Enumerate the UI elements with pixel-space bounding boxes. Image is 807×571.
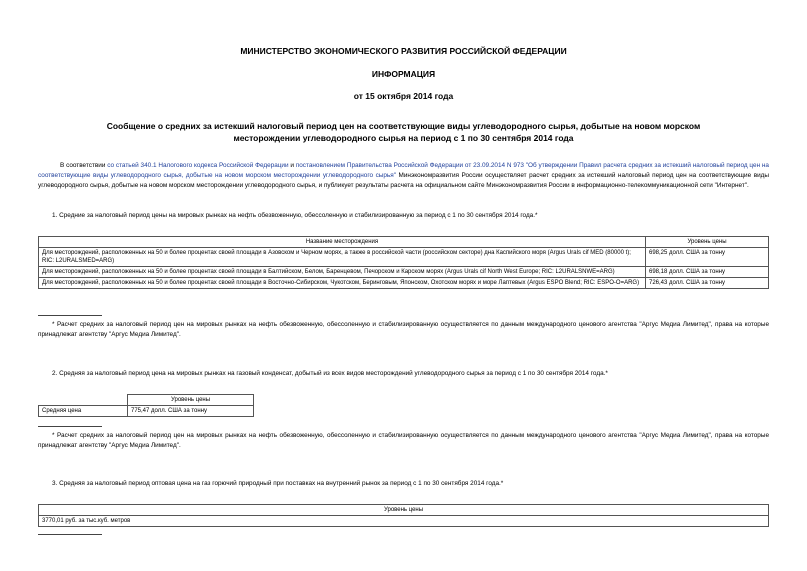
footnote-divider bbox=[38, 534, 102, 535]
document-date: от 15 октября 2014 года bbox=[353, 91, 454, 101]
section2-heading-text: 2. Средняя за налоговый период цена на мировых рынках на газовый конденсат, добытый из всех видов месторождений углеводородного сырья за период с 1 по 30 сентября 2014 года.* bbox=[52, 370, 608, 377]
table-row bbox=[39, 267, 769, 278]
intro-suffix: Минэкономразвития России осуществляет расчет средних за истекший налоговый период цен на соответствующие виды углеводородного сырья, добытые на новом морском месторождении углеводородного сырья, и публикует результаты расчета на официальном сайте Минэкономразвития России в информационно-телекоммуникационной сети "Интернет". bbox=[38, 172, 769, 189]
column-header-price: Уровень цены bbox=[646, 237, 769, 248]
condensate-price-table bbox=[38, 394, 254, 417]
section1-footnote-text: * Расчет средних за налоговый период цен на мировых рынках на нефть обезвоженную, обессоленную и стабилизированную осуществляется по данным международного ценового агентства "Аргус Медиа Лимитед", права на которые принадлежат агентству "Аргус Медиа Лимитед". bbox=[38, 321, 769, 338]
section2-heading bbox=[38, 370, 608, 377]
price-cell: 698,25 долл. США за тонну bbox=[646, 248, 769, 267]
footnote-divider bbox=[38, 426, 102, 427]
table-row bbox=[39, 248, 769, 267]
field-name-cell: Для месторождений, расположенных на 50 и более процентах своей площади в Балтийском, Белом, Баренцевом, Печорском и Карском морях (Argus Urals cif North West Europe; RIC: L2URALSNWE=ARG) bbox=[39, 267, 646, 278]
column-header-price: Уровень цены bbox=[39, 505, 769, 516]
ministry-heading: МИНИСТЕРСТВО ЭКОНОМИЧЕСКОГО РАЗВИТИЯ РОССИЙСКОЙ ФЕДЕРАЦИИ bbox=[240, 46, 567, 56]
section1-heading-text: 1. Средние за налоговый период цены на мировых рынках на нефть обезвоженную, обессоленную и стабилизированную за период с 1 по 30 сентября 2014 года.* bbox=[52, 212, 538, 219]
resolution-link[interactable]: постановлением Правительства Российской Федерации от 23.09.2014 N 973 "Об утверждении Правил расчета средних за истекший налоговый период цен на соответствующие виды углеводородного сырья, добытые на новом морском месторождении углеводородного сырья" bbox=[38, 162, 769, 179]
table-header-row bbox=[39, 395, 254, 406]
field-name-cell: Для месторождений, расположенных на 50 и более процентах своей площади в Восточно-Сибирском, Чукотском, Беринговым, Японском, Охотском морях и море Лаптевых (Argus ESPO Blend; RIC: ESPO-O=ARG) bbox=[39, 278, 646, 289]
intro-mid: и bbox=[288, 162, 296, 169]
document-title: Сообщение о средних за истекший налоговый период цен на соответствующие виды углеводородного сырья, добытые на новом морском месторождении углеводородного сырья на период с 1 по 30 сентября 2014 года bbox=[106, 121, 701, 143]
table-header-row bbox=[39, 237, 769, 248]
price-cell: 3770,01 руб. за тыс.куб. метров bbox=[39, 516, 769, 527]
table-row bbox=[39, 406, 254, 417]
price-cell: 698,18 долл. США за тонну bbox=[646, 267, 769, 278]
section1-footnote bbox=[38, 320, 769, 340]
section3-heading-text: 3. Средняя за налоговый период оптовая цена на газ горючий природный при поставках на внутренний рынок за период с 1 по 30 сентября 2014 года.* bbox=[52, 480, 504, 487]
tax-code-link[interactable]: со статьей 340.1 Налогового кодекса Российской Федерации bbox=[107, 162, 289, 169]
footnote-divider bbox=[38, 315, 102, 316]
oil-prices-table bbox=[38, 236, 769, 289]
intro-paragraph bbox=[38, 161, 769, 191]
column-header-price: Уровень цены bbox=[128, 395, 254, 406]
table-row bbox=[39, 278, 769, 289]
price-cell: 775,47 долл. США за тонну bbox=[128, 406, 254, 417]
row-label-cell: Средняя цена bbox=[39, 406, 128, 417]
section2-footnote bbox=[38, 431, 769, 451]
section1-heading bbox=[38, 212, 538, 219]
price-cell: 726,43 долл. США за тонну bbox=[646, 278, 769, 289]
gas-price-table bbox=[38, 504, 769, 527]
table-row bbox=[39, 516, 769, 527]
section2-footnote-text: * Расчет средних за налоговый период цен на мировых рынках на нефть обезвоженную, обессоленную и стабилизированную осуществляется по данным международного ценового агентства "Аргус Медиа Лимитед", права на которые принадлежат агентству "Аргус Медиа Лимитед". bbox=[38, 432, 769, 449]
column-header-field-name: Название месторождения bbox=[39, 237, 646, 248]
intro-prefix: В соответствии bbox=[60, 162, 108, 169]
empty-header-cell bbox=[39, 395, 128, 406]
document-type: ИНФОРМАЦИЯ bbox=[371, 69, 436, 79]
table-header-row bbox=[39, 505, 769, 516]
section3-heading bbox=[38, 480, 503, 487]
field-name-cell: Для месторождений, расположенных на 50 и более процентах своей площади в Азовском и Черном морях, а также в российской части (российском секторе) дна Каспийского моря (Argus Urals cif MED (80000 t); RIC: L2URALSMED=ARG) bbox=[39, 248, 646, 267]
